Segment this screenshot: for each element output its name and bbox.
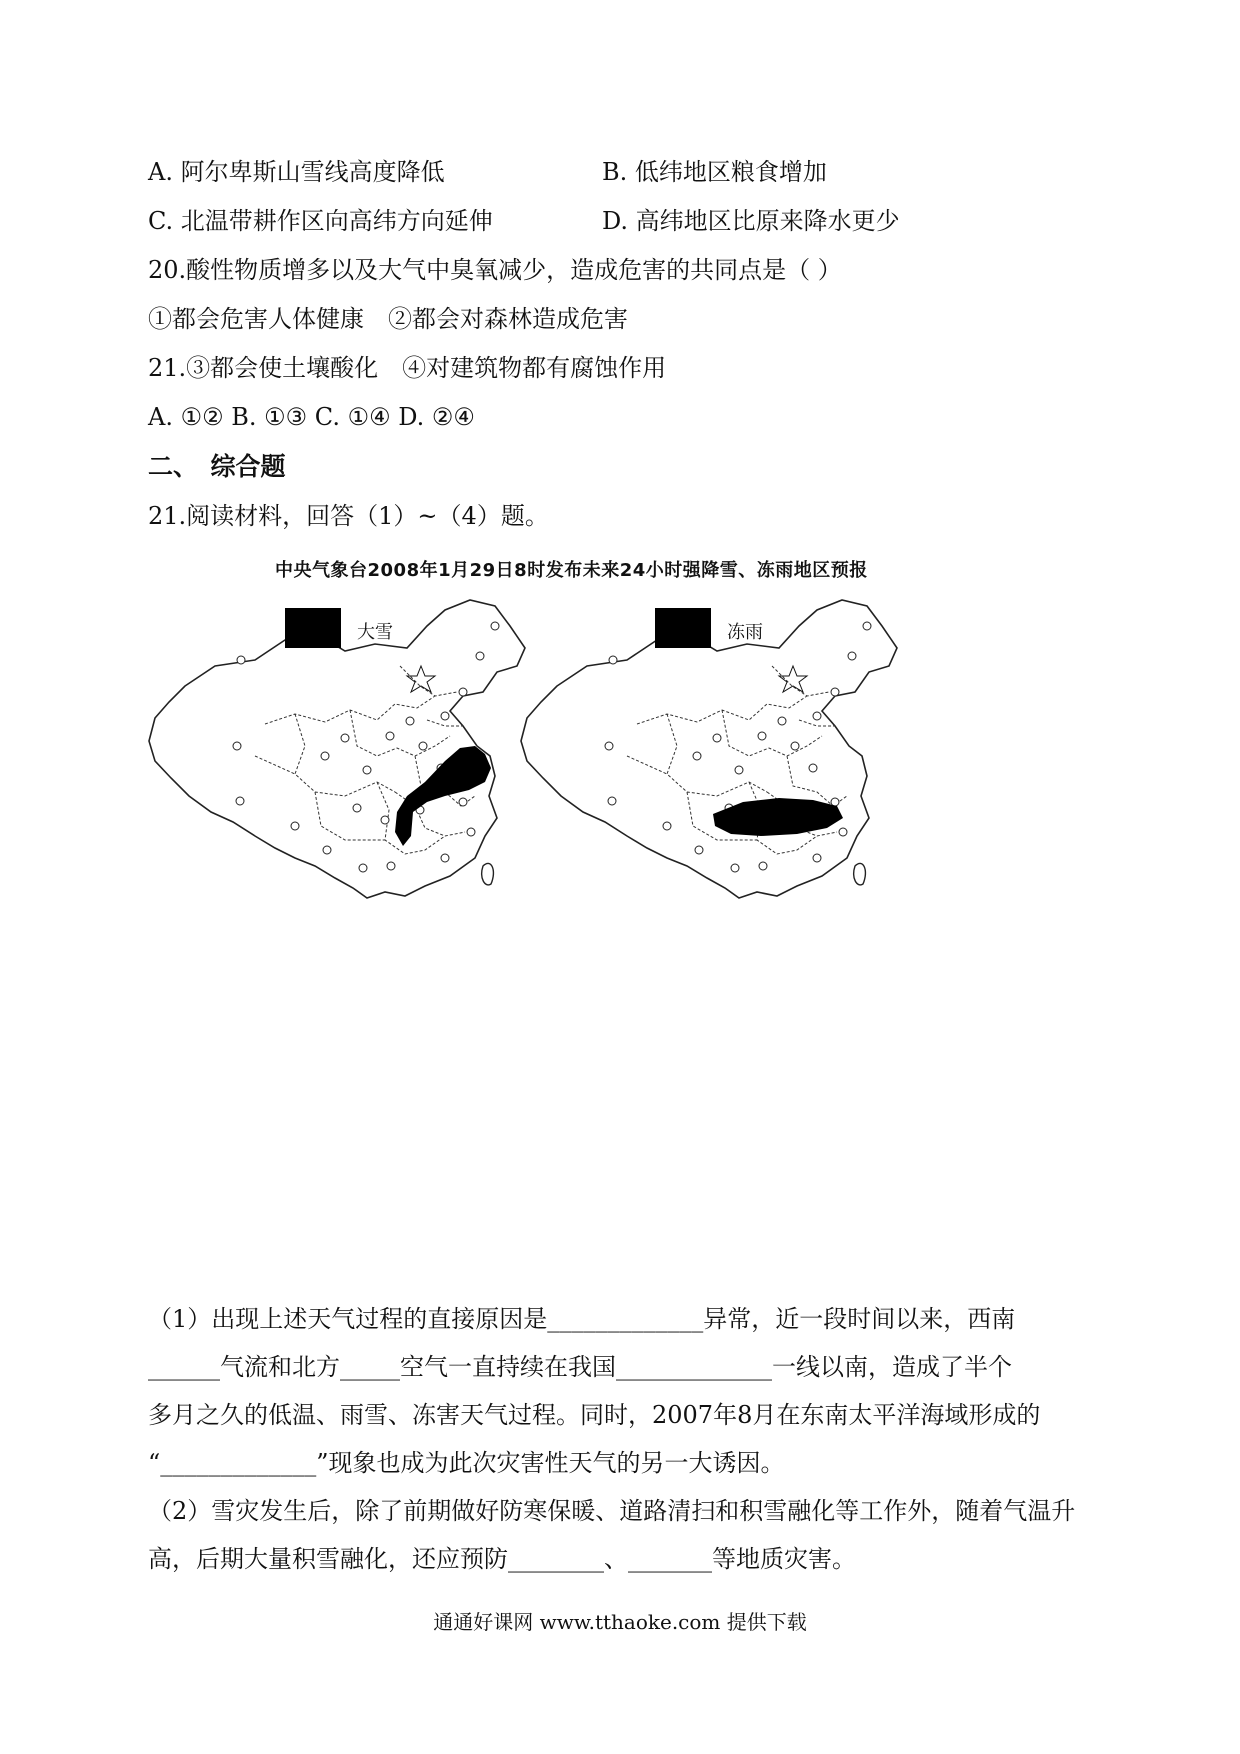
sub1-line2: ______气流和北方_____空气一直持续在我国_____________一线以南，造成了半个 [148, 1353, 1012, 1381]
legend-label-freezing-rain: 冻雨 [727, 622, 763, 643]
legend-label-snow: 大雪 [357, 622, 393, 643]
sub1-line4: “_____________”现象也成为此次灾害性天气的另一大诱因。 [148, 1449, 785, 1477]
legend-swatch-snow [285, 608, 341, 648]
question-20-choices: A. ①② B. ①③ C. ①④ D. ②④ [148, 403, 475, 431]
forecast-maps [145, 556, 915, 904]
question-20-stem: 20.酸性物质增多以及大气中臭氧减少，造成危害的共同点是（ ） [148, 256, 842, 284]
forecast-figure [145, 556, 915, 904]
footer: 通通好课网 www.tthaoke.com 提供下载 [433, 1610, 807, 1634]
option-a: A. 阿尔卑斯山雪线高度降低 [148, 158, 445, 186]
option-d: D. 高纬地区比原来降水更少 [602, 207, 900, 235]
sub2-line2: 高，后期大量积雪融化，还应预防________、_______等地质灾害。 [148, 1545, 856, 1573]
option-c: C. 北温带耕作区向高纬方向延伸 [148, 207, 493, 235]
question-20-statements-2: 21.③都会使土壤酸化 ④对建筑物都有腐蚀作用 [148, 354, 667, 382]
freezing-rain-area [713, 798, 843, 836]
sub1-line3: 多月之久的低温、雨雪、冻害天气过程。同时，2007年8月在东南太平洋海域形成的 [148, 1401, 1041, 1429]
legend-swatch-freezing-rain [655, 608, 711, 648]
section-heading: 二、 综合题 [148, 452, 286, 481]
question-20-statements-1: ①都会危害人体健康 ②都会对森林造成危害 [148, 305, 628, 333]
question-21-intro: 21.阅读材料，回答（1）~（4）题。 [148, 502, 549, 530]
sub1-line1: （1）出现上述天气过程的直接原因是_____________异常，近一段时间以来，西南 [148, 1305, 1016, 1333]
sub2-line1: （2）雪灾发生后，除了前期做好防寒保暖、道路清扫和积雪融化等工作外，随着气温升 [148, 1497, 1076, 1525]
heavy-snow-area [395, 746, 491, 846]
figure-title: 中央气象台2008年1月29日8时发布未来24小时强降雪、冻雨地区预报 [275, 560, 868, 581]
option-b: B. 低纬地区粮食增加 [602, 158, 827, 186]
